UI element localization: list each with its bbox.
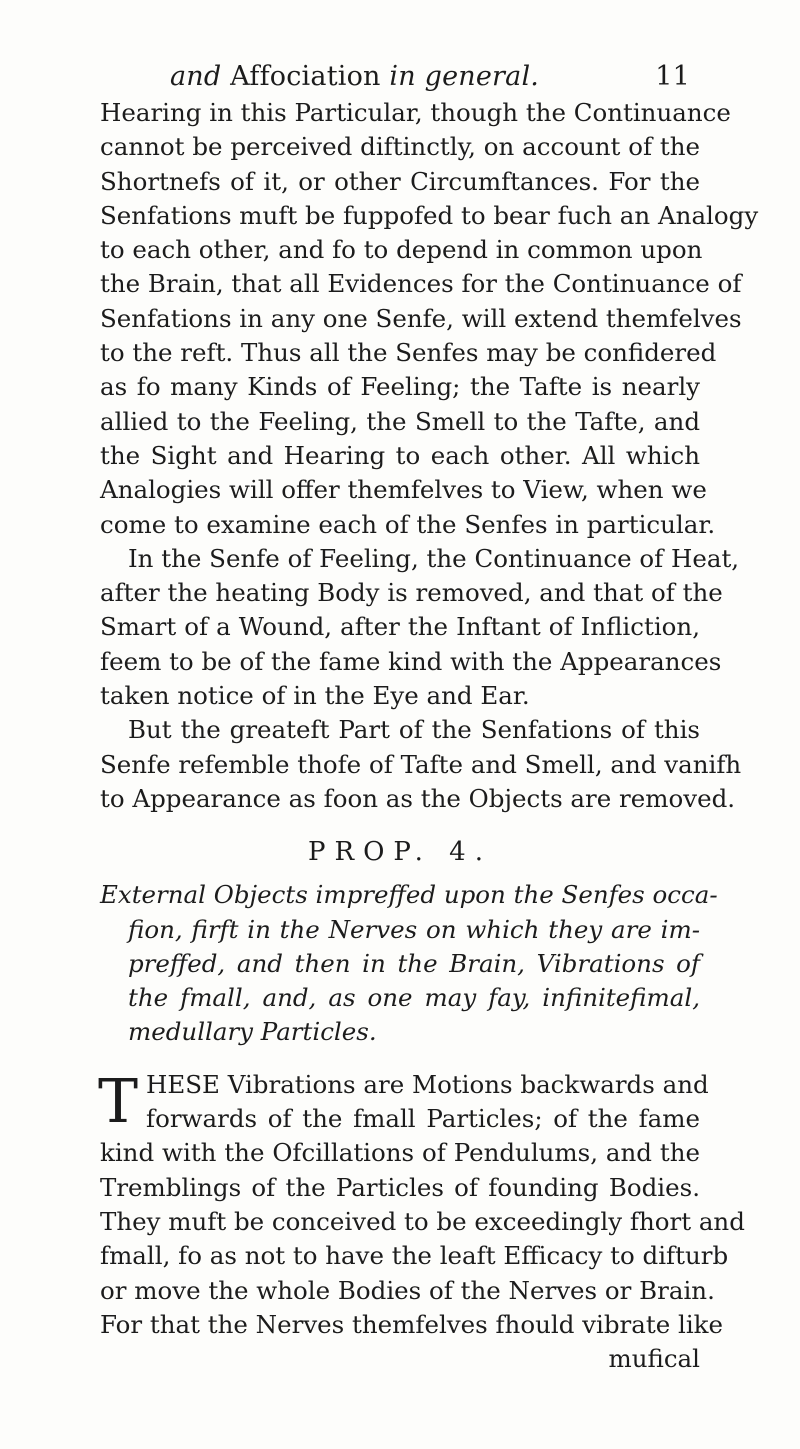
proposition-line: fion, firft in the Nerves on which they are im- (128, 914, 700, 944)
text-line: Smart of a Wound, after the Inftant of Infliction, (100, 612, 700, 642)
text-line: Analogies will offer themfelves to View, when we (100, 475, 707, 505)
running-head-italic-a: and (170, 61, 222, 92)
text-line: kind with the Ofcillations of Pendulums, and the (100, 1138, 700, 1168)
proposition-line: the fmall, and, as one may fay, infinitefimal, (128, 983, 700, 1013)
text-line: For that the Nerves themfelves fhould vibrate like (100, 1309, 724, 1339)
running-head (170, 60, 690, 94)
text-line: to Appearance as foon as the Objects are removed. (100, 783, 736, 813)
text-line: They muft be conceived to be exceedingly fhort and (100, 1206, 745, 1236)
drop-cap: T (98, 1066, 139, 1137)
body-text (98, 96, 759, 1376)
text-line: the Brain, that all Evidences for the Continuance of (100, 269, 742, 299)
text-line: allied to the Feeling, the Smell to the Tafte, and (100, 406, 700, 436)
proposition-heading: PROP. 4. (308, 837, 492, 868)
text-line: the Sight and Hearing to each other. All which (100, 440, 700, 470)
text-line: Senfe refemble thofe of Tafte and Smell, and vanifh (100, 749, 742, 779)
text-line: Senfations muft be fuppofed to bear fuch an Analogy (100, 200, 759, 230)
running-head-italic-b: in general. (389, 61, 540, 92)
text-line: In the Senfe of Feeling, the Continuance of Heat, (128, 543, 740, 573)
text-line: HESE Vibrations are Motions backwards and (146, 1069, 709, 1099)
explanation-section (98, 1066, 745, 1376)
text-line: or move the whole Bodies of the Nerves or Brain. (100, 1275, 715, 1305)
text-line: Senfations in any one Senfe, will extend themfelves (100, 303, 742, 333)
text-line: But the greateft Part of the Senfations of this (128, 715, 700, 745)
text-line: after the heating Body is removed, and that of the (100, 578, 723, 608)
text-line: Hearing in this Particular, though the Continuance (100, 98, 731, 127)
text-line: Tremblings of the Particles of founding Bodies. (100, 1172, 700, 1202)
text-line: feem to be of the fame kind with the Appearances (100, 646, 722, 676)
proposition-line: medullary Particles. (128, 1017, 377, 1047)
text-line: come to examine each of the Senfes in particular. (100, 509, 716, 539)
paragraph-1 (100, 96, 759, 542)
text-line: cannot be perceived diftinctly, on account of the (100, 132, 700, 162)
text-line: to the reft. Thus all the Senfes may be confidered (100, 338, 717, 368)
proposition-text (100, 878, 718, 1049)
proposition-line: preffed, and then in the Brain, Vibrations of (128, 948, 700, 978)
running-head-roman: Affociation (230, 61, 381, 92)
text-line: fmall, fo as not to have the leaft Efficacy to difturb (100, 1241, 729, 1271)
paragraph-2 (100, 542, 740, 713)
text-line: Shortnefs of it, or other Circumftances. For the (100, 166, 700, 196)
text-line: forwards of the fmall Particles; of the fame (146, 1104, 700, 1134)
page-number: 11 (655, 61, 690, 92)
catchword: mufical (608, 1344, 700, 1374)
text-line: taken notice of in the Eye and Ear. (100, 681, 530, 711)
text-line: as fo many Kinds of Feeling; the Tafte is nearly (100, 372, 700, 402)
paragraph-3 (100, 713, 742, 816)
proposition-line: External Objects impreffed upon the Senfes occa- (100, 880, 718, 910)
text-line: to each other, and fo to depend in common upon (100, 235, 703, 265)
